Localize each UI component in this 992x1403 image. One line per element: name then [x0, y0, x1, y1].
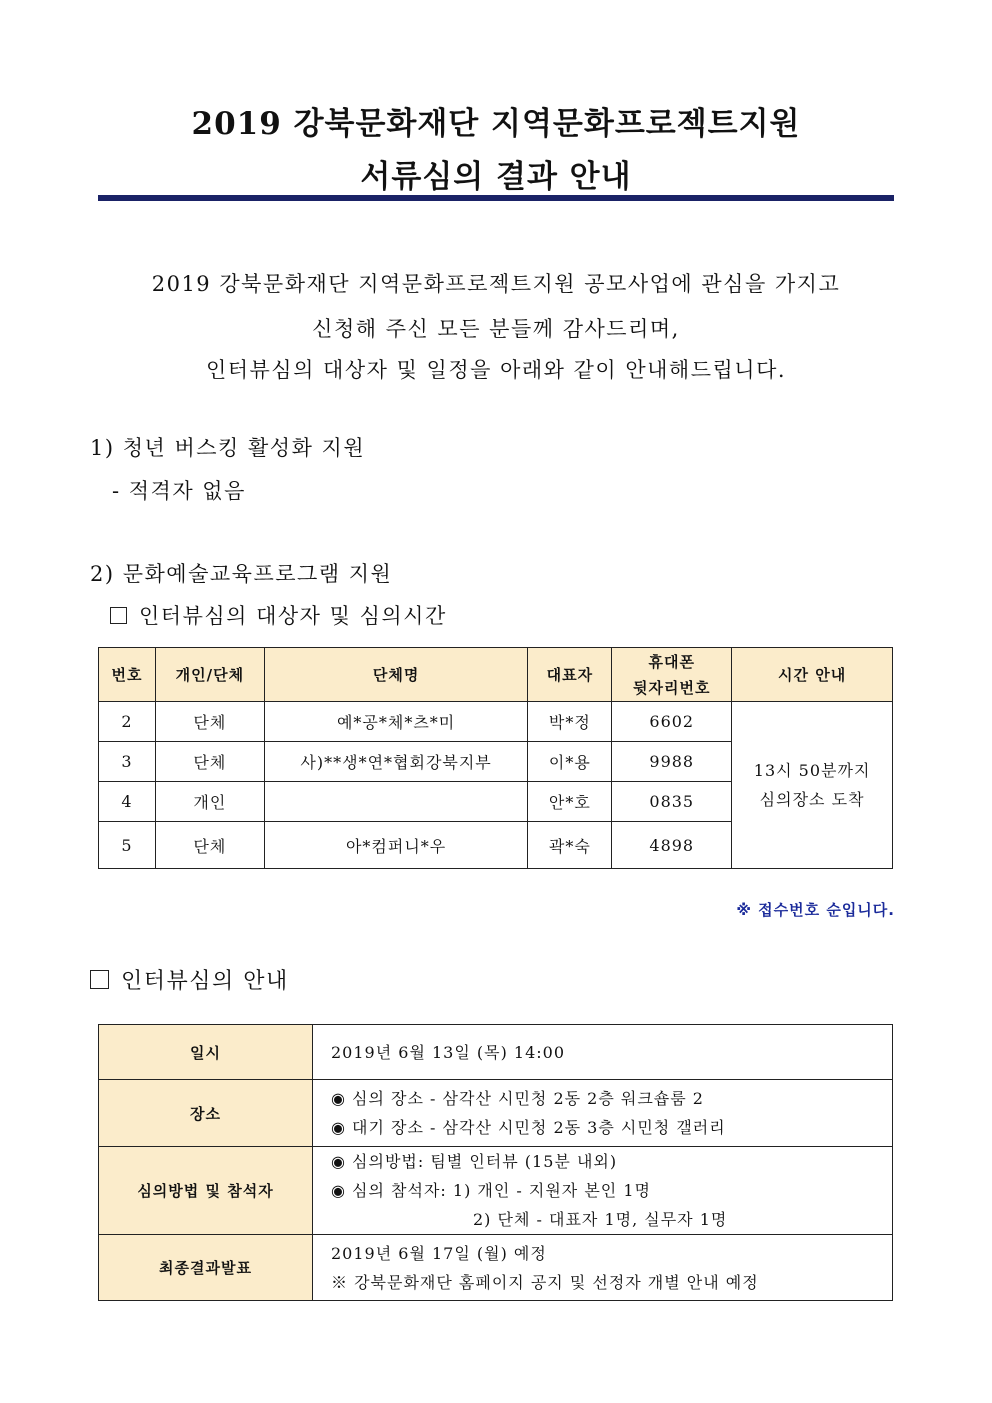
time-note: [732, 702, 893, 869]
row-phone: 0835: [612, 782, 732, 822]
method-line2: ◉ 심의 참석자: 1) 개인 - 지원자 본인 1명: [331, 1181, 651, 1200]
row-type: 개인: [155, 782, 264, 822]
row-rep: 곽*숙: [528, 822, 612, 869]
header-number: 번호: [99, 648, 156, 702]
section3-heading-text: 인터뷰심의 안내: [121, 969, 289, 994]
row-org: 예*공*체*츠*미: [264, 702, 528, 742]
intro-line-1: 2019 강북문화재단 지역문화프로젝트지원 공모사업에 관심을 가지고: [151, 272, 841, 296]
table-header-row: [99, 648, 893, 702]
row-org: 아*컴퍼니*우: [264, 822, 528, 869]
row-phone: 4898: [612, 822, 732, 869]
row-type: 단체: [155, 742, 264, 782]
info-row-result: [99, 1235, 893, 1301]
sort-order-note: ※ 접수번호 순입니다.: [736, 901, 895, 919]
date-value: 2019년 6월 13일 (목) 14:00: [313, 1025, 893, 1080]
place-label: 장소: [99, 1080, 313, 1147]
page-title-line1: 2019 강북문화재단 지역문화프로젝트지원: [191, 106, 801, 142]
checkbox-square-icon: [110, 607, 127, 624]
intro-line-3: 인터뷰심의 대상자 및 일정을 아래와 같이 안내해드립니다.: [205, 358, 787, 382]
row-number: 4: [99, 782, 156, 822]
header-rep: 대표자: [528, 648, 612, 702]
header-type: 개인/단체: [155, 648, 264, 702]
place-line2: ◉ 대기 장소 - 삼각산 시민청 2동 3층 시민청 갤러리: [331, 1118, 726, 1137]
section1-item: - 적격자 없음: [112, 479, 246, 503]
table-row: [99, 702, 893, 742]
result-line1: 2019년 6월 17일 (월) 예정: [331, 1243, 547, 1263]
header-org: 단체명: [264, 648, 528, 702]
row-number: 3: [99, 742, 156, 782]
interview-info-table: [98, 1024, 893, 1301]
row-number: 5: [99, 822, 156, 869]
row-phone: 9988: [612, 742, 732, 782]
row-number: 2: [99, 702, 156, 742]
row-org: 사)**생*연*협회강북지부: [264, 742, 528, 782]
method-line3: 2) 단체 - 대표자 1명, 실무자 1명: [473, 1210, 728, 1229]
place-line1: ◉ 심의 장소 - 삼각산 시민청 2동 2층 워크숍룸 2: [331, 1089, 704, 1108]
row-rep: 안*호: [528, 782, 612, 822]
title-underline: [98, 195, 894, 201]
header-time: 시간 안내: [732, 648, 893, 702]
header-phone: 휴대폰 뒷자리번호: [612, 648, 732, 702]
section2-subheading: [110, 600, 447, 630]
time-note-line1: 13시 50분까지: [753, 761, 871, 780]
section3-heading: [90, 964, 289, 995]
row-org: [264, 782, 528, 822]
intro-line-2: 신청해 주신 모든 분들께 감사드리며,: [312, 317, 680, 341]
section1-heading: 1) 청년 버스킹 활성화 지원: [90, 436, 366, 460]
method-label: 심의방법 및 참석자: [99, 1147, 313, 1235]
row-rep: 박*정: [528, 702, 612, 742]
method-value: [313, 1147, 893, 1235]
result-label: 최종결과발표: [99, 1235, 313, 1301]
row-rep: 이*용: [528, 742, 612, 782]
row-phone: 6602: [612, 702, 732, 742]
result-value: [313, 1235, 893, 1301]
info-row-method: [99, 1147, 893, 1235]
time-note-line2: 심의장소 도착: [759, 790, 865, 809]
info-row-place: [99, 1080, 893, 1147]
page-title-line2: 서류심의 결과 안내: [360, 159, 632, 195]
interview-schedule-table: [98, 647, 893, 869]
method-line1: ◉ 심의방법: 팀별 인터뷰 (15분 내외): [331, 1152, 618, 1171]
row-type: 단체: [155, 822, 264, 869]
row-type: 단체: [155, 702, 264, 742]
place-value: [313, 1080, 893, 1147]
section2-heading: 2) 문화예술교육프로그램 지원: [90, 562, 393, 586]
checkbox-square-icon: [90, 970, 109, 989]
date-label: 일시: [99, 1025, 313, 1080]
info-row-date: [99, 1025, 893, 1080]
result-line2: ※ 강북문화재단 홈페이지 공지 및 선정자 개별 안내 예정: [331, 1272, 759, 1292]
section2-subheading-text: 인터뷰심의 대상자 및 심의시간: [139, 604, 447, 628]
